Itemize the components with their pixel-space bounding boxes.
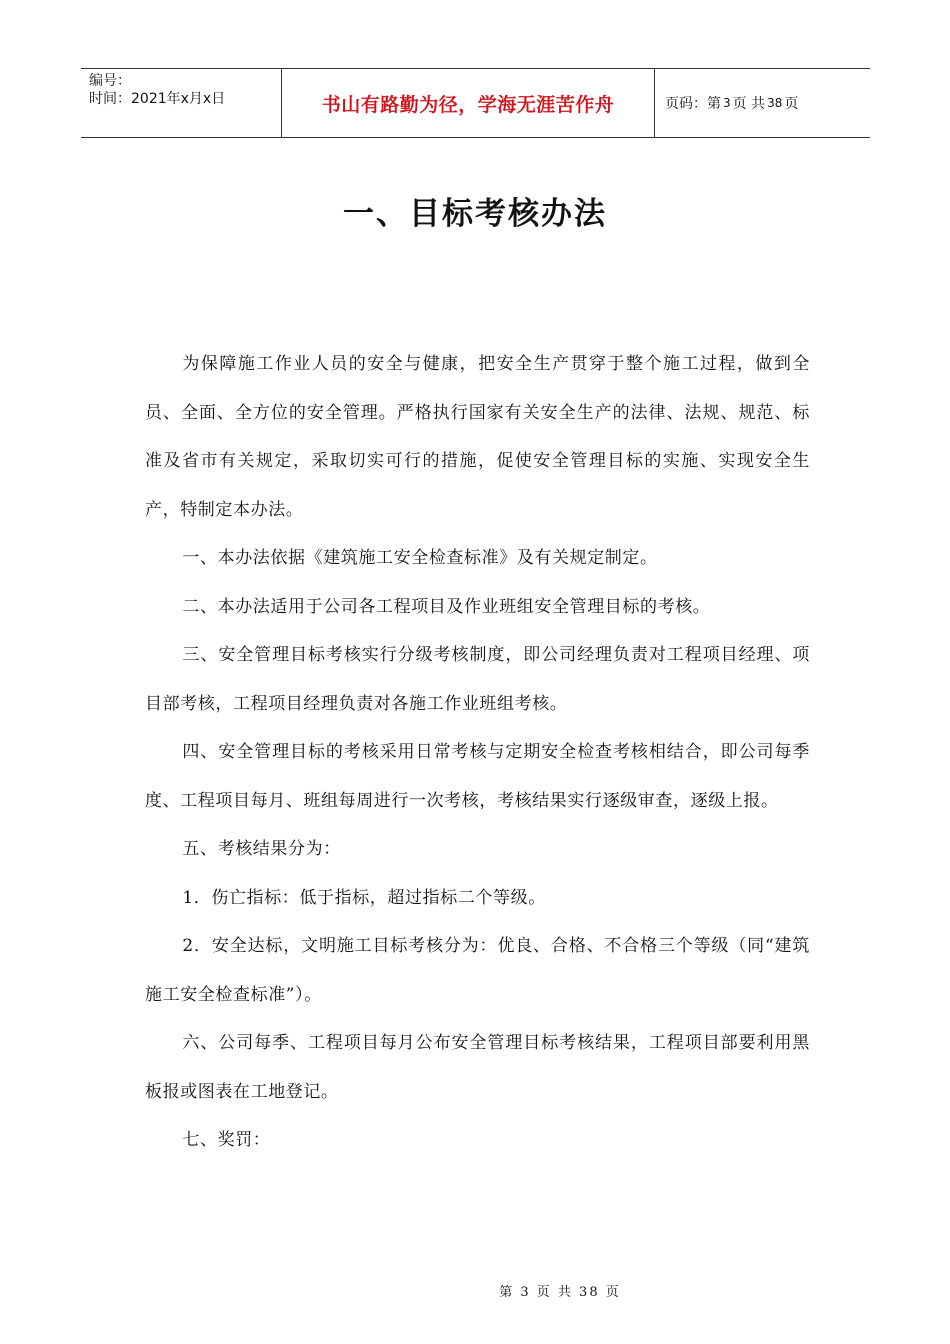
page-footer: 第 3 页 共 38 页 [499,1285,621,1300]
date-label: 时间：2021年x月x日 [89,91,226,107]
page-suffix: 页 [784,96,799,112]
paragraph: 2．安全达标，文明施工目标考核分为：优良、合格、不合格三个等级（同“建筑施工安全检查标准”）。 [145,936,810,1005]
number-label: 编号： [89,73,131,89]
header-page-info [655,69,870,137]
paragraph: 一、本办法依据《建筑施工安全检查标准》及有关规定制定。 [182,548,658,568]
page-mid: 页 共 [732,96,766,112]
paragraph: 1．伤亡指标：低于指标，超过指标二个等级。 [182,887,546,908]
document-body [145,340,810,1165]
paragraph: 六、公司每季、工程项目每月公布安全管理目标考核结果，工程项目部要利用黑板报或图表在工地登记。 [145,1033,810,1102]
header-meta [81,69,282,137]
paragraph: 四、安全管理目标的考核采用日常考核与定期安全检查考核相结合，即公司每季度、工程项目每月、班组每周进行一次考核，考核结果实行逐级审查，逐级上报。 [145,742,810,811]
document-title: 一、目标考核办法 [343,196,607,232]
paragraph: 七、奖罚： [182,1130,271,1150]
page-current: 3 [723,96,731,110]
paragraph: 为保障施工作业人员的安全与健康，把安全生产贯穿于整个施工过程，做到全员、全面、全方位的安全管理。严格执行国家有关安全生产的法律、法规、规范、标准及省市有关规定，采取切实可行的措施，促使安全管理目标的实施、实现安全生产，特制定本办法。 [145,354,810,520]
page-total: 38 [767,96,783,110]
paragraph: 二、本办法适用于公司各工程项目及作业班组安全管理目标的考核。 [182,596,711,617]
header-motto: 书山有路勤为径，学海无涯苦作舟 [282,69,655,137]
page-prefix: 页码：第 [665,96,721,112]
paragraph: 三、安全管理目标考核实行分级考核制度，即公司经理负责对工程项目经理、项目部考核，工程项目经理负责对各施工作业班组考核。 [145,645,810,714]
page-header [81,68,870,138]
paragraph: 五、考核结果分为： [182,839,341,859]
